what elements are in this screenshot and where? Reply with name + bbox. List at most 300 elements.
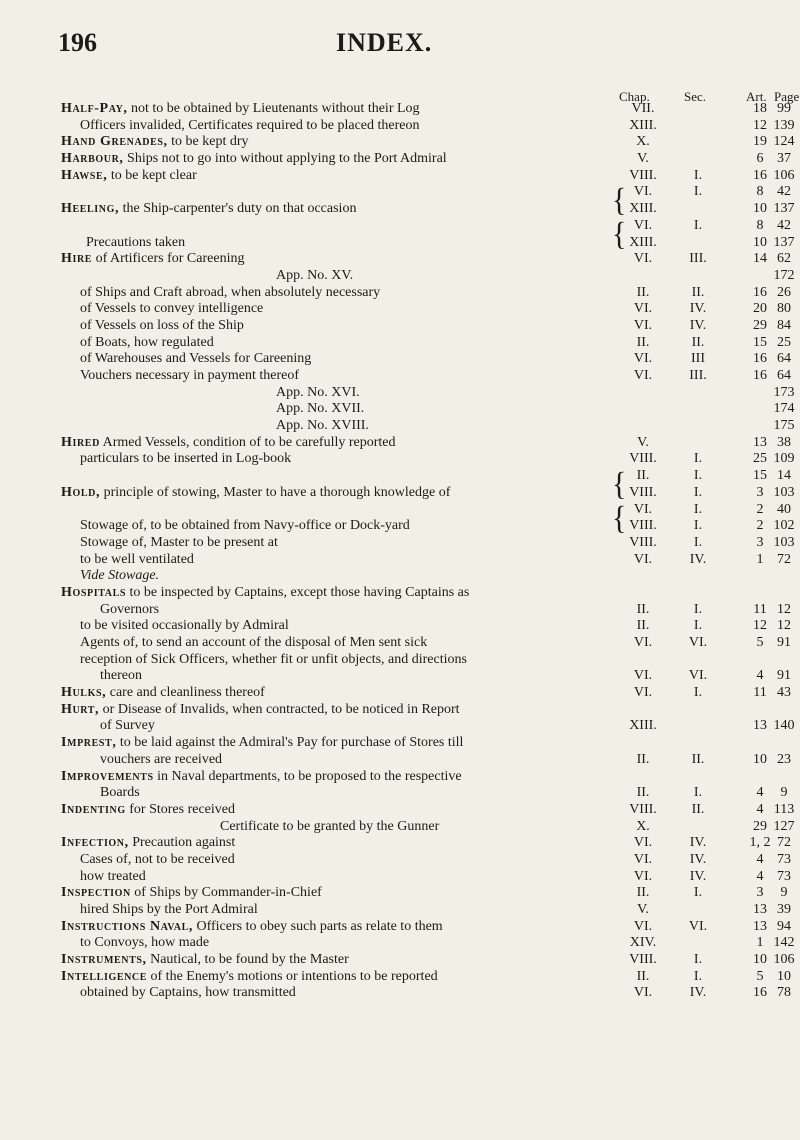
chapter-ref: VI. [633, 851, 653, 867]
entry-text [100, 752, 222, 769]
section-ref: I. [693, 685, 703, 701]
chapter-ref: VI. [633, 301, 653, 317]
index-entry [0, 919, 800, 936]
article-ref: 16 [753, 985, 767, 1001]
section-ref: II. [691, 801, 705, 817]
entry-description: not to be obtained by Lieutenants without their Log [127, 101, 420, 116]
index-entries [0, 101, 800, 1002]
header-sec: Sec. [684, 89, 707, 104]
entry-keyword: Improvements [61, 768, 154, 784]
brace-glyph: { [612, 499, 627, 536]
page-ref: 99 [777, 101, 791, 116]
article-ref: 11 [753, 601, 767, 617]
chapter-ref: VI. [633, 635, 653, 650]
chapter-ref: II. [636, 601, 650, 617]
page-ref: 113 [773, 801, 795, 817]
section-ref: I. [693, 601, 703, 617]
entry-text [80, 318, 244, 335]
entry-keyword: Intelligence [61, 968, 148, 984]
entry-text [80, 368, 299, 385]
article-ref: 29 [753, 317, 767, 333]
entry-text [80, 568, 159, 585]
page-ref: 10 [777, 968, 791, 984]
article-ref: 10 [753, 201, 767, 217]
entry-text [61, 251, 244, 268]
entry-text [61, 585, 469, 602]
entry-text [276, 268, 353, 285]
page-ref: 9 [780, 785, 788, 801]
entry-keyword: Infection, [61, 835, 129, 851]
entry-text [80, 335, 214, 352]
entry-text [80, 518, 410, 535]
entry-text [61, 168, 197, 185]
entry-text [276, 385, 360, 402]
entry-description: of the Enemy's motions or intentions to be reported [147, 968, 438, 984]
entry-text [80, 852, 235, 869]
entry-description: obtained by Captains, how transmitted [80, 985, 296, 1001]
header-page: Page [774, 89, 800, 104]
index-entry [0, 385, 800, 402]
entry-text [61, 201, 356, 218]
chapter-ref: VI. [633, 251, 653, 267]
article-ref: 1 [756, 935, 764, 951]
header-art: Art. [746, 89, 767, 104]
page-ref: 140 [773, 718, 795, 734]
chapter-ref: II. [636, 618, 650, 634]
article-ref: 16 [753, 284, 767, 300]
chapter-ref: VI. [633, 835, 653, 851]
page-ref: 124 [773, 134, 795, 150]
index-entry [0, 802, 800, 819]
chapter-ref: VIII. [629, 534, 657, 550]
index-entry [0, 668, 800, 685]
entry-description: Agents of, to send an account of the disposal of Men sent sick [80, 635, 428, 650]
index-entry [0, 535, 800, 552]
index-entry [0, 101, 800, 118]
page-ref: 139 [773, 117, 795, 133]
section-ref: I. [693, 451, 703, 467]
page-ref: 40 [777, 501, 791, 517]
article-ref: 25 [753, 451, 767, 467]
section-ref: I. [693, 518, 703, 534]
chapter-ref: II. [636, 968, 650, 984]
index-entry [0, 451, 800, 468]
entry-description: care and cleanliness thereof [106, 685, 265, 701]
entry-keyword: Imprest, [61, 735, 117, 751]
entry-text [80, 902, 258, 919]
section-ref: VI. [688, 635, 708, 650]
chapter-ref: VI. [633, 668, 653, 684]
page-ref: 103 [773, 534, 795, 550]
page-ref: 80 [777, 301, 791, 317]
section-ref: IV. [689, 868, 707, 884]
entry-keyword: Hospitals [61, 584, 127, 600]
chapter-ref: VI. [633, 351, 653, 367]
entry-text [61, 485, 450, 502]
entry-text [61, 952, 349, 969]
entry-description: Officers invalided, Certificates required to be placed thereon [80, 117, 420, 133]
section-ref: I. [693, 952, 703, 968]
section-ref: I. [693, 484, 703, 500]
index-entry [0, 151, 800, 168]
page-ref: 12 [777, 601, 791, 617]
entry-description: App. No. XVI. [276, 384, 360, 400]
section-ref: I. [693, 618, 703, 634]
entry-description: principle of stowing, Master to have a thorough knowledge of [100, 484, 451, 500]
entry-text [100, 602, 159, 619]
page-ref: 64 [777, 351, 791, 367]
section-ref: III. [689, 251, 707, 267]
entry-description: Vide Stowage. [80, 568, 160, 584]
section-ref: IV. [689, 985, 707, 1001]
page-ref: 127 [773, 818, 795, 834]
chapter-ref: VI. [633, 501, 653, 517]
entry-description: App. No. XVII. [276, 401, 365, 417]
entry-text [80, 869, 146, 886]
entry-description: Ships not to go into without applying to the Port Admiral [123, 151, 447, 167]
article-ref: 10 [753, 234, 767, 250]
entry-description: Certificate to be granted by the Gunner [220, 818, 440, 834]
entry-description: particulars to be inserted in Log-book [80, 451, 292, 467]
section-ref: VI. [688, 918, 708, 934]
section-ref: II. [691, 751, 705, 767]
entry-text [100, 718, 155, 735]
article-ref: 16 [753, 167, 767, 183]
section-ref: IV. [689, 301, 707, 317]
index-entry [0, 635, 800, 652]
entry-text [80, 552, 194, 569]
article-ref: 4 [756, 785, 764, 801]
entry-keyword: Heeling, [61, 201, 120, 217]
entry-keyword: Hurt, [61, 701, 100, 717]
page-ref: 102 [773, 518, 795, 534]
page-ref: 42 [777, 184, 791, 200]
entry-description: how treated [80, 868, 146, 884]
page-ref: 43 [777, 685, 791, 701]
chapter-ref: V. [637, 151, 649, 167]
entry-keyword: Hawse, [61, 167, 108, 183]
page-ref: 109 [773, 451, 795, 467]
entry-text [80, 535, 278, 552]
entry-description: to be visited occasionally by Admiral [80, 618, 289, 634]
entry-description: to be laid against the Admiral's Pay for purchase of Stores till [116, 735, 464, 751]
index-entry [0, 652, 800, 669]
article-ref: 5 [756, 968, 764, 984]
page-ref: 12 [777, 618, 791, 634]
entry-text [61, 735, 463, 752]
entry-description: of Ships by Commander-in-Chief [130, 885, 322, 901]
article-ref: 19 [753, 134, 767, 150]
chapter-ref: VI. [633, 368, 653, 383]
entry-description: Stowage of, Master to be present at [80, 534, 278, 550]
index-entry [0, 902, 800, 919]
page-ref: 137 [773, 201, 795, 217]
page-ref: 172 [773, 267, 795, 283]
index-entry [0, 285, 800, 302]
chapter-ref: VI. [633, 317, 653, 333]
entry-text [80, 285, 380, 302]
page-ref: 26 [777, 284, 791, 300]
brace-glyph: { [612, 215, 627, 252]
page-ref: 73 [777, 851, 791, 867]
chapter-ref: VI. [633, 217, 653, 233]
article-ref: 10 [753, 751, 767, 767]
section-ref: VI. [688, 668, 708, 684]
section-ref: IV. [689, 551, 707, 567]
index-entry [0, 985, 800, 1002]
article-ref: 13 [753, 918, 767, 934]
page-ref: 106 [773, 952, 795, 968]
article-ref: 1 [756, 551, 764, 567]
page-ref: 94 [777, 918, 791, 934]
entry-description: hired Ships by the Port Admiral [80, 902, 258, 917]
chapter-ref: XIII. [629, 201, 657, 217]
entry-description: thereon [100, 668, 142, 684]
section-ref: IV. [689, 835, 707, 851]
entry-description: in Naval departments, to be proposed to the respective [153, 768, 462, 784]
entry-keyword: Hulks, [61, 685, 107, 701]
entry-text [61, 702, 460, 719]
chapter-ref: VI. [633, 918, 653, 934]
running-head: INDEX. [336, 28, 433, 57]
article-ref: 18 [753, 101, 767, 116]
article-ref: 3 [756, 534, 764, 550]
index-entry [0, 785, 800, 802]
chapter-ref: II. [636, 751, 650, 767]
chapter-ref: VIII. [629, 484, 657, 500]
entry-description: App. No. XVIII. [276, 418, 369, 434]
entry-description: App. No. XV. [276, 267, 354, 283]
entry-description: vouchers are received [100, 751, 223, 767]
page-ref: 175 [773, 418, 795, 434]
chapter-ref: XIII. [629, 234, 657, 250]
entry-description: to be well ventilated [80, 551, 194, 567]
entry-text [80, 635, 427, 652]
entry-text [61, 885, 322, 902]
chapter-ref: XIII. [629, 117, 657, 133]
article-ref: 10 [753, 952, 767, 968]
page-ref: 9 [780, 885, 788, 901]
entry-text [61, 835, 235, 852]
entry-text [86, 235, 185, 252]
entry-description: of Vessels to convey intelligence [80, 301, 264, 317]
section-ref: IV. [689, 851, 707, 867]
entry-description: Cases of, not to be received [80, 851, 235, 867]
page-ref: 72 [777, 835, 791, 851]
section-ref: I. [693, 501, 703, 517]
index-entry [0, 885, 800, 902]
entry-text [276, 418, 369, 435]
index-entry [0, 702, 800, 719]
article-ref: 29 [753, 818, 767, 834]
entry-description: of Ships and Craft abroad, when absolutely necessary [80, 284, 381, 300]
chapter-ref: II. [636, 468, 650, 484]
entry-description: Nautical, to be found by the Master [146, 952, 349, 968]
article-ref: 12 [753, 117, 767, 133]
article-ref: 13 [753, 434, 767, 450]
chapter-ref: V. [637, 902, 649, 917]
index-entry [0, 602, 800, 619]
entry-text [61, 919, 443, 936]
entry-text [220, 819, 439, 836]
chapter-ref: VIII. [629, 518, 657, 534]
article-ref: 3 [756, 885, 764, 901]
entry-text [80, 118, 420, 135]
index-entry [0, 134, 800, 151]
brace-glyph: { [612, 182, 627, 219]
index-entry [0, 401, 800, 418]
entry-keyword: Indenting [61, 801, 126, 817]
entry-text [100, 668, 142, 685]
page-ref: 84 [777, 317, 791, 333]
entry-description: of Survey [100, 718, 155, 734]
index-entry [0, 201, 800, 218]
entry-description: Vouchers necessary in payment thereof [80, 368, 299, 383]
entry-text [80, 985, 296, 1002]
article-ref: 2 [756, 518, 764, 534]
entry-description: Precautions taken [86, 234, 186, 250]
article-ref: 2 [756, 501, 764, 517]
index-entry [0, 518, 800, 535]
article-ref: 11 [753, 685, 767, 701]
article-ref: 4 [756, 668, 764, 684]
entry-description: Officers to obey such parts as relate to them [192, 918, 443, 934]
entry-text [61, 769, 462, 786]
entry-keyword: Instruments, [61, 952, 147, 968]
entry-text [61, 435, 396, 452]
chapter-ref: V. [637, 434, 649, 450]
page-ref: 64 [777, 368, 791, 383]
page-ref: 23 [777, 751, 791, 767]
index-entry [0, 552, 800, 569]
page-ref: 142 [773, 935, 795, 951]
chapter-ref: VIII. [629, 801, 657, 817]
entry-keyword: Hand Grenades, [61, 134, 168, 150]
section-ref: I. [693, 468, 703, 484]
article-ref: 1, 2 [749, 835, 771, 851]
entry-description: to be kept clear [107, 167, 197, 183]
chapter-ref: XIV. [629, 935, 657, 951]
header-chap: Chap. [619, 89, 650, 104]
chapter-ref: VI. [633, 868, 653, 884]
index-entry [0, 568, 800, 585]
index-entry [0, 869, 800, 886]
entry-text [61, 802, 235, 819]
index-entry [0, 435, 800, 452]
entry-description: of Vessels on loss of the Ship [80, 317, 244, 333]
page-ref: 78 [777, 985, 791, 1001]
entry-description: of Artificers for Careening [92, 251, 245, 267]
entry-text [80, 451, 291, 468]
section-ref: I. [693, 167, 703, 183]
section-ref: IV. [689, 317, 707, 333]
index-entry [0, 835, 800, 852]
chapter-ref: VIII. [629, 167, 657, 183]
index-entry [0, 335, 800, 352]
article-ref: 3 [756, 484, 764, 500]
index-entry [0, 718, 800, 735]
entry-text [61, 685, 265, 702]
entry-description: to be inspected by Captains, except those having Captains as [126, 584, 470, 600]
index-entry [0, 585, 800, 602]
article-ref: 12 [753, 618, 767, 634]
entry-keyword: Hold, [61, 484, 101, 500]
page-ref: 73 [777, 868, 791, 884]
page-ref: 137 [773, 234, 795, 250]
chapter-ref: II. [636, 284, 650, 300]
entry-text [61, 151, 447, 168]
index-entry [0, 235, 800, 252]
index-entry [0, 735, 800, 752]
section-ref: III [691, 351, 705, 367]
article-ref: 20 [753, 301, 767, 317]
section-ref: I. [693, 968, 703, 984]
page-ref: 39 [777, 902, 791, 917]
section-ref: I. [693, 885, 703, 901]
page-ref: 62 [777, 251, 791, 267]
page-ref: 173 [773, 384, 795, 400]
entry-keyword: Half-Pay, [61, 101, 128, 116]
section-ref: I. [693, 534, 703, 550]
chapter-ref: II. [636, 785, 650, 801]
entry-text [276, 401, 364, 418]
section-ref: I. [693, 184, 703, 200]
index-entry [0, 819, 800, 836]
entry-text [80, 935, 209, 952]
entry-description: of Warehouses and Vessels for Careening [80, 351, 312, 367]
page-ref: 91 [777, 635, 791, 650]
chapter-ref: VIII. [629, 952, 657, 968]
chapter-ref: VI. [633, 551, 653, 567]
page-ref: 72 [777, 551, 791, 567]
index-entry [0, 969, 800, 986]
article-ref: 14 [753, 251, 767, 267]
index-entry [0, 685, 800, 702]
entry-description: Stowage of, to be obtained from Navy-office or Dock-yard [80, 518, 410, 534]
article-ref: 16 [753, 351, 767, 367]
index-entry [0, 268, 800, 285]
index-entry [0, 118, 800, 135]
entry-description: to be kept dry [167, 134, 249, 150]
page-ref: 174 [773, 401, 795, 417]
article-ref: 5 [756, 635, 764, 650]
index-entry [0, 251, 800, 268]
entry-description: or Disease of Invalids, when contracted, to be noticed in Report [99, 701, 460, 717]
entry-description: Boards [100, 785, 140, 801]
entry-text [80, 618, 289, 635]
entry-description: reception of Sick Officers, whether fit or unfit objects, and directions [80, 651, 467, 667]
entry-text [80, 301, 263, 318]
article-ref: 16 [753, 368, 767, 383]
article-ref: 4 [756, 851, 764, 867]
index-entry [0, 485, 800, 502]
chapter-ref: VIII. [629, 451, 657, 467]
entry-text [61, 969, 438, 986]
index-entry [0, 301, 800, 318]
page-ref: 25 [777, 334, 791, 350]
chapter-ref: VI. [633, 685, 653, 701]
page-ref: 103 [773, 484, 795, 500]
entry-keyword: Inspection [61, 885, 131, 901]
page-number: 196 [58, 28, 97, 57]
section-ref: I. [693, 217, 703, 233]
entry-description: the Ship-carpenter's duty on that occasion [119, 201, 357, 217]
page-ref: 37 [777, 151, 791, 167]
article-ref: 6 [756, 151, 764, 167]
section-ref: I. [693, 785, 703, 801]
article-ref: 13 [753, 902, 767, 917]
page-ref: 38 [777, 434, 791, 450]
